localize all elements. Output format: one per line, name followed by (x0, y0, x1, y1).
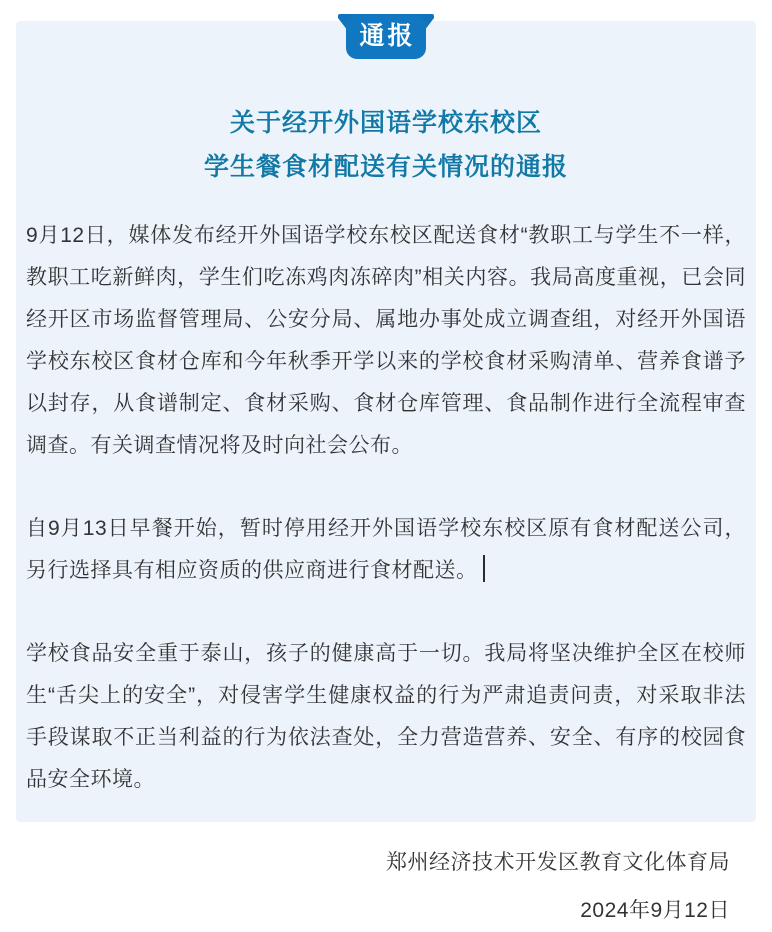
title-line-2: 学生餐食材配送有关情况的通报 (203, 153, 568, 181)
paragraph-supplier-change-text: 自9月13日早餐开始，暂时停用经开外国语学校东校区原有食材配送公司，另行选择具有相应资质的供应商进行食材配送。 (26, 517, 746, 582)
signature-date: 2024年9月12日 (580, 899, 730, 922)
notice-body (16, 215, 756, 932)
notice-title (16, 101, 756, 189)
notice-card (16, 21, 756, 922)
paragraph-commitment: 学校食品安全重于泰山，孩子的健康高于一切。我局将坚决维护全区在校师生“舌尖上的安全”，对侵害学生健康权益的行为严肃追责问责，对采取非法手段谋取不正当利益的行为依法查处，全力营造营养、安全、有序的校园食品安全环境。 (26, 642, 746, 791)
paragraph-supplier-change (26, 508, 746, 592)
paragraph-investigation: 9月12日，媒体发布经开外国语学校东校区配送食材“教职工与学生不一样，教职工吃新鲜肉，学生们吃冻鸡肉冻碎肉”相关内容。我局高度重视，已会同经开区市场监督管理局、公安分局、属地办事处成立调查组，对经开外国语学校东校区食材仓库和今年秋季开学以来的学校食材采购清单、营养食谱予以封存，从食谱制定、食材采购、食材仓库管理、食品制作进行全流程审查调查。有关调查情况将及时向社会公布。 (26, 224, 746, 457)
notice-ribbon-badge (336, 7, 436, 61)
text-cursor (483, 555, 485, 582)
signature-agency: 郑州经济技术开发区教育文化体育局 (386, 851, 730, 874)
title-line-1: 关于经开外国语学校东校区 (229, 109, 542, 137)
signature-block (26, 842, 746, 932)
ribbon-label: 通报 (359, 22, 416, 50)
